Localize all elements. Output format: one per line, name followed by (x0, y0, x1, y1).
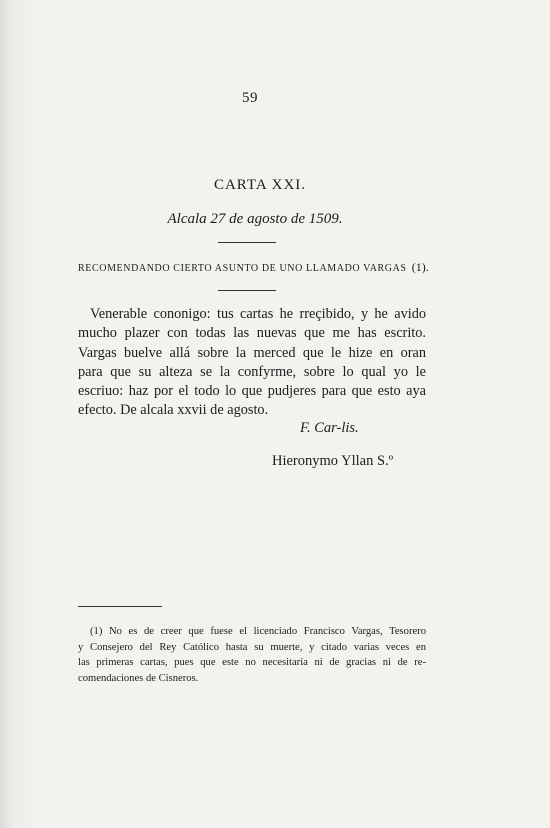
letter-dateline: Alcala 27 de agosto de 1509. (167, 211, 343, 227)
body-line: escriuo: haz por el todo lo que pudjeres para que esto aya (78, 383, 426, 400)
footnote-line: y Consejero del Rey Católico hasta su muerte, y citado varias veces en (78, 641, 426, 653)
body-line: efecto. De alcala xxvii de agosto. (78, 402, 269, 419)
footnote-reference: (1). (411, 260, 429, 274)
body-line: para que su alteza se la confyrme, sobre lo qual yo le (78, 363, 426, 380)
page-number: 59 (242, 90, 258, 106)
letter-subject (78, 260, 428, 275)
footnote-line: (1) No es de creer que fuese el licenciado Francisco Vargas, Tesorero (90, 626, 426, 637)
body-line: Vargas buelve allá sobre la merced que le hize en oran (78, 344, 426, 361)
body-line: Venerable cononigo: tus cartas he rreçibido, y he avido (90, 306, 426, 322)
footnote-divider (78, 606, 162, 607)
signature-recipient: Hieronymo Yllan S.º (272, 453, 394, 469)
signature-sender: F. Car-lis. (300, 420, 359, 436)
title-divider (218, 242, 276, 243)
letter-body (78, 305, 426, 421)
letter-title: CARTA XXI. (213, 177, 307, 193)
letter-subject-text: RECOMENDANDO CIERTO ASUNTO DE UNO LLAMADO VARGAS (78, 263, 407, 274)
footnote-line: las primeras cartas, pues que este no necesitaría ni de gracias ni de re- (78, 657, 426, 668)
footnote-line: comendaciones de Cisneros. (78, 672, 199, 684)
body-line: mucho plazer con todas las nuevas que me has escrito. (78, 325, 426, 342)
footnote (78, 624, 426, 686)
subject-divider (218, 290, 276, 291)
